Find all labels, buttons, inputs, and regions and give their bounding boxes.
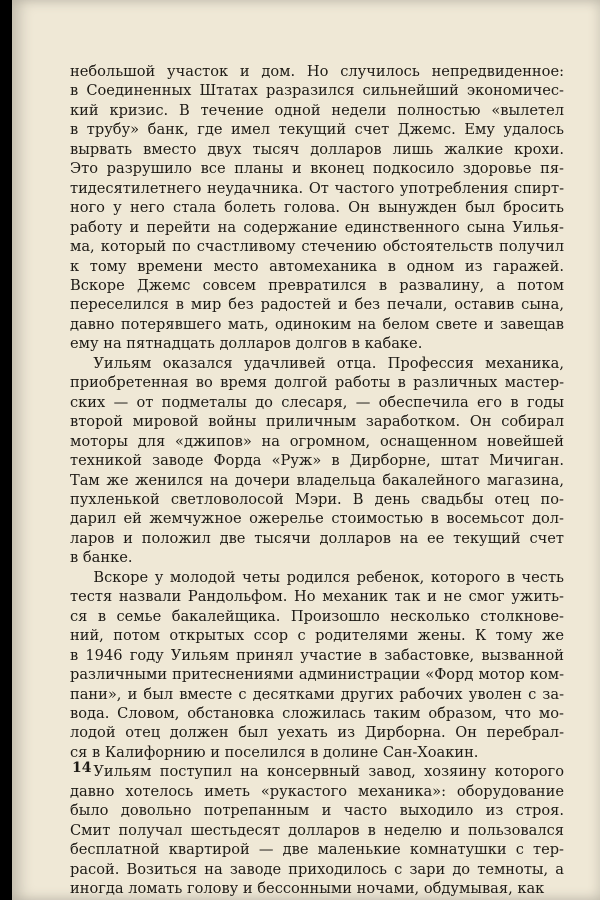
text-line: ма, который по счастливому стечению обстоятельств получил <box>70 238 564 256</box>
text-line: работу и перейти на содержание единственного сына Уилья- <box>70 218 564 236</box>
text-line: вода. Словом, обстановка сложилась таким образом, что мо- <box>70 704 564 722</box>
text-line: в банке. <box>70 549 133 567</box>
text-line: ся в Калифорнию и поселился в долине Сан-Хоакин. <box>70 743 479 761</box>
text-line: ний, потом открытых ссор с родителями жены. К тому же <box>70 627 564 645</box>
text-line: тидесятилетнего неудачника. От частого употребления спирт- <box>70 179 564 197</box>
text-line: Вскоре Джемс совсем превратился в развалину, а потом <box>70 276 564 294</box>
text-line: к тому времени место автомеханика в одном из гаражей. <box>70 257 564 275</box>
text-line: в Соединенных Штатах разразился сильнейший экономичес- <box>70 82 564 100</box>
text-line: Это разрушило все планы и вконец подкосило здоровье пя- <box>70 160 564 178</box>
paragraph-4 <box>70 762 564 898</box>
text-line: тестя назвали Рандольфом. Но механик так и не смог ужить- <box>70 588 564 606</box>
text-line: ся в семье бакалейщика. Произошло несколько столкнове- <box>70 607 564 625</box>
text-line: моторы для «джипов» на огромном, оснащенном новейшей <box>70 432 564 450</box>
book-page <box>12 0 600 900</box>
text-line: дарил ей жемчужное ожерелье стоимостью в восемьсот дол- <box>70 510 564 528</box>
paragraph-3 <box>70 568 564 763</box>
text-line: переселился в мир без радостей и без печали, оставив сына, <box>70 296 564 314</box>
text-line: ного у него стала болеть голова. Он вынужден был бросить <box>70 199 564 217</box>
text-line: различными притеснениями администрации «Форд мотор ком- <box>70 666 564 684</box>
text-line: лодой отец должен был уехать из Дирборна. Он перебрал- <box>70 724 564 742</box>
text-line: ских — от подметалы до слесаря, — обеспечила его в годы <box>70 393 564 411</box>
text-line: небольшой участок и дом. Но случилось непредвиденное: <box>70 63 564 80</box>
text-line: Вскоре у молодой четы родился ребенок, которого в честь <box>93 568 564 586</box>
text-line: расой. Возиться на заводе приходилось с зари до темноты, а <box>70 860 564 878</box>
text-line: ему на пятнадцать долларов долгов в кабаке. <box>70 335 423 353</box>
text-line: Уильям оказался удачливей отца. Профессия механика, <box>93 354 564 372</box>
text-line: второй мировой войны приличным заработком. Он собирал <box>70 413 564 431</box>
text-line: бесплатной квартирой — две маленькие комнатушки с тер- <box>70 841 564 859</box>
text-line: давно потерявшего мать, одиноким на белом свете и завещав <box>70 315 564 333</box>
page-number: 14 <box>72 760 92 776</box>
text-line: пухленькой светловолосой Мэри. В день свадьбы отец по- <box>70 490 564 508</box>
text-line: ларов и положил две тысячи долларов на ее текущий счет <box>70 529 564 547</box>
text-line: кий кризис. В течение одной недели полностью «вылетел <box>70 101 564 119</box>
text-line: Уильям поступил на консервный завод, хозяину которого <box>93 763 564 781</box>
text-line: пани», и был вместе с десятками других рабочих уволен с за- <box>70 685 564 703</box>
text-line: Смит получал шестьдесят долларов в неделю и пользовался <box>70 821 564 839</box>
text-line: было довольно потрепанным и часто выходило из строя. <box>70 802 564 820</box>
text-line: иногда ломать голову и бессонными ночами, обдумывая, как <box>70 880 545 898</box>
text-line: в трубу» банк, где имел текущий счет Джемс. Ему удалось <box>70 121 564 139</box>
paragraph-1 <box>70 62 564 354</box>
text-line: давно хотелось иметь «рукастого механика»: оборудование <box>70 782 564 800</box>
text-line: вырвать вместо двух тысяч долларов лишь жалкие крохи. <box>70 140 564 158</box>
text-line: Там же женился на дочери владельца бакалейного магазина, <box>70 471 564 489</box>
text-line: приобретенная во время долгой работы в различных мастер- <box>70 374 564 392</box>
text-line: в 1946 году Уильям принял участие в забастовке, вызванной <box>70 646 564 664</box>
text-line: техникой заводе Форда «Руж» в Дирборне, штат Мичиган. <box>70 452 564 470</box>
paragraph-2 <box>70 354 564 568</box>
body-text <box>70 62 564 898</box>
